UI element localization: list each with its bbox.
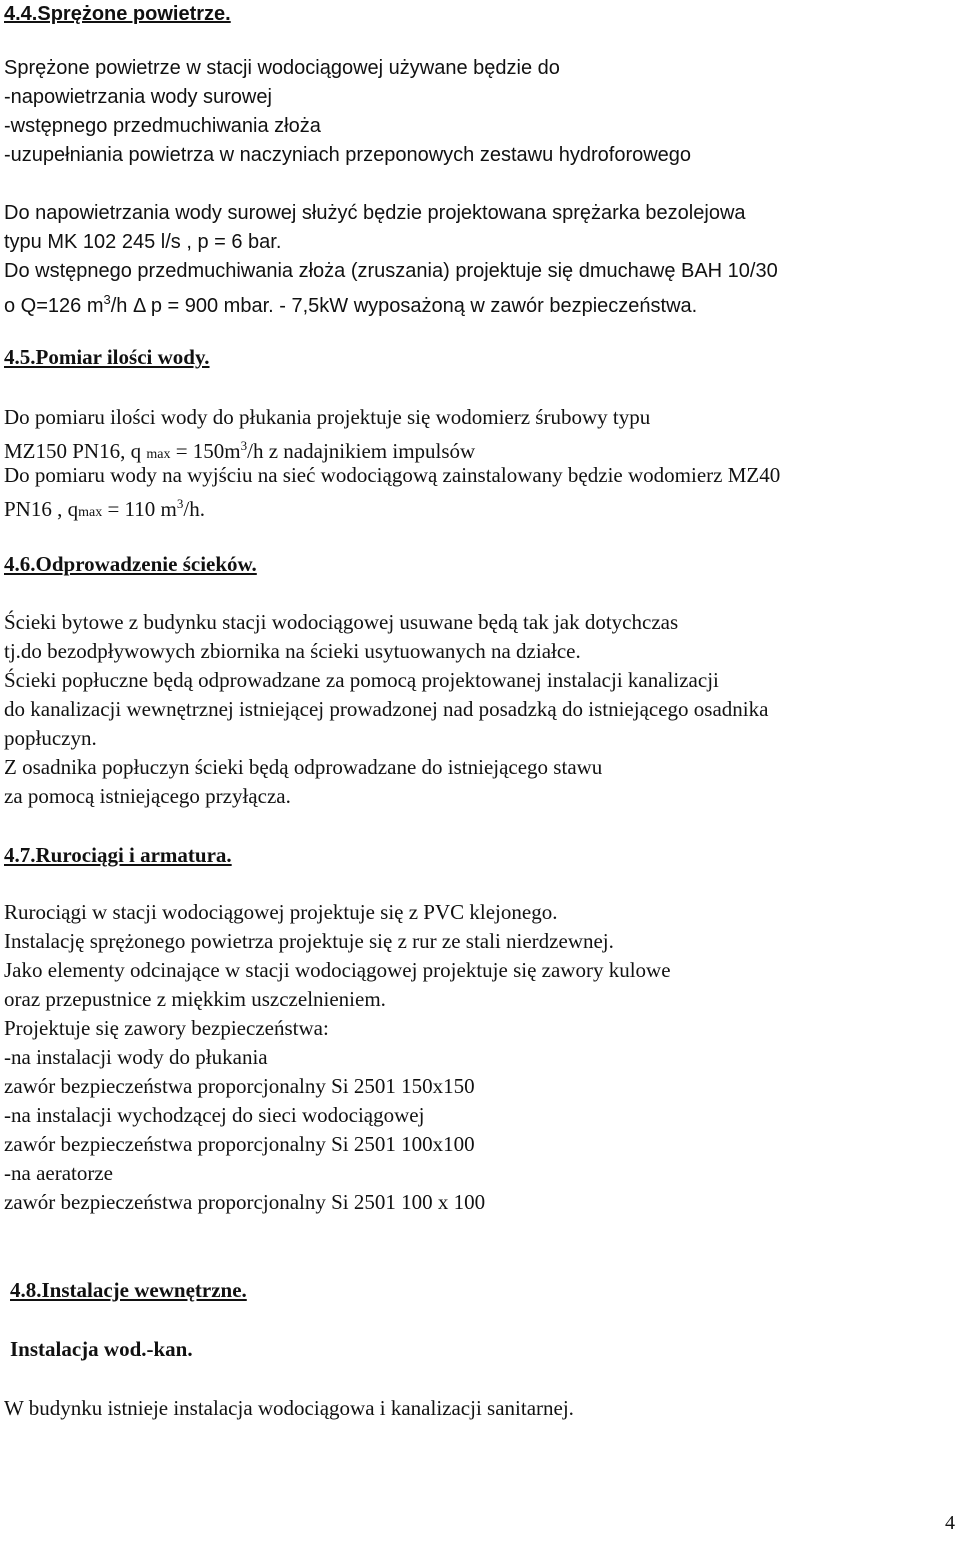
paragraph-line: -na instalacji wychodzącej do sieci wodociągowej — [4, 1103, 425, 1127]
section-heading-4-6: 4.6.Odprowadzenie ścieków. — [4, 552, 257, 576]
paragraph-line: Jako elementy odcinające w stacji wodociągowej projektuje się zawory kulowe — [4, 958, 671, 982]
paragraph-line: -na aeratorze — [4, 1161, 113, 1185]
paragraph-line: popłuczyn. — [4, 726, 97, 750]
page-number: 4 — [945, 1512, 955, 1534]
section-heading-4-4: 4.4.Sprężone powietrze. — [4, 3, 231, 25]
paragraph-line: -wstępnego przedmuchiwania złoża — [4, 115, 321, 137]
paragraph-line: Do pomiaru ilości wody do płukania projektuje się wodomierz śrubowy typu — [4, 405, 651, 429]
superscript: 3 — [176, 496, 184, 511]
paragraph-line: Ścieki popłuczne będą odprowadzane za pomocą projektowanej instalacji kanalizacji — [4, 668, 719, 692]
text-segment: /h z nadajnikiem impulsów — [247, 439, 476, 463]
paragraph-line — [4, 491, 205, 526]
paragraph-line: Instalację sprężonego powietrza projektuje się z rur ze stali nierdzewnej. — [4, 929, 614, 953]
paragraph-line: Z osadnika popłuczyn ścieki będą odprowadzane do istniejącego stawu — [4, 755, 603, 779]
paragraph-line-flow — [4, 287, 697, 319]
paragraph-line: Ścieki bytowe z budynku stacji wodociągowej usuwane będą tak jak dotychczas — [4, 610, 679, 634]
section-heading-4-7: 4.7.Rurociągi i armatura. — [4, 843, 232, 867]
paragraph-line: -na instalacji wody do płukania — [4, 1045, 268, 1069]
text-segment: /h. — [183, 497, 205, 521]
subscript: max — [146, 447, 171, 462]
superscript: 3 — [103, 292, 111, 307]
text-segment: o Q=126 m — [4, 295, 104, 317]
paragraph-line: Do pomiaru wody na wyjściu na sieć wodociągową zainstalowany będzie wodomierz MZ40 — [4, 463, 781, 487]
paragraph-line: oraz przepustnice z miękkim uszczelnieniem. — [4, 987, 386, 1011]
delta-symbol: Δ — [133, 295, 146, 317]
text-segment: = 150m — [170, 439, 241, 463]
paragraph-line: Do wstępnego przedmuchiwania złoża (zruszania) projektuje się dmuchawę BAH 10/30 — [4, 260, 778, 282]
paragraph-line: Rurociągi w stacji wodociągowej projektuje się z PVC klejonego. — [4, 900, 558, 924]
subsection-heading: Instalacja wod.-kan. — [10, 1337, 193, 1361]
paragraph-line: do kanalizacji wewnętrznej istniejącej prowadzonej nad posadzką do istniejącego osadnika — [4, 697, 769, 721]
paragraph-line: zawór bezpieczeństwa proporcjonalny Si 2501 100x100 — [4, 1132, 475, 1156]
paragraph-line: tj.do bezodpływowych zbiornika na ścieki usytuowanych na działce. — [4, 639, 581, 663]
paragraph-line: za pomocą istniejącego przyłącza. — [4, 784, 291, 808]
paragraph-line: typu MK 102 245 l/s , p = 6 bar. — [4, 231, 282, 253]
paragraph-line: Sprężone powietrze w stacji wodociągowej używane będzie do — [4, 57, 560, 79]
section-heading-4-8: 4.8.Instalacje wewnętrzne. — [10, 1278, 247, 1302]
paragraph-line: zawór bezpieczeństwa proporcjonalny Si 2501 150x150 — [4, 1074, 475, 1098]
subscript: max — [78, 505, 103, 520]
text-segment: /h — [110, 295, 128, 317]
section-heading-4-5: 4.5.Pomiar ilości wody. — [4, 345, 210, 369]
paragraph-line: -napowietrzania wody surowej — [4, 86, 272, 108]
paragraph-line: zawór bezpieczeństwa proporcjonalny Si 2501 100 x 100 — [4, 1190, 486, 1214]
text-segment: MZ150 PN16, q — [4, 439, 147, 463]
paragraph-line: Do napowietrzania wody surowej służyć będzie projektowana sprężarka bezolejowa — [4, 202, 746, 224]
text-segment: PN16 , q — [4, 497, 79, 521]
superscript: 3 — [240, 438, 248, 453]
text-segment: p = 900 mbar. - 7,5kW wyposażoną w zawór bezpieczeństwa. — [145, 295, 698, 317]
text-segment: = 110 m — [102, 497, 177, 521]
paragraph-line: W budynku istnieje instalacja wodociągowa i kanalizacji sanitarnej. — [4, 1396, 574, 1420]
paragraph-line: Projektuje się zawory bezpieczeństwa: — [4, 1016, 329, 1040]
paragraph-line: -uzupełniania powietrza w naczyniach przeponowych zestawu hydroforowego — [4, 144, 692, 166]
